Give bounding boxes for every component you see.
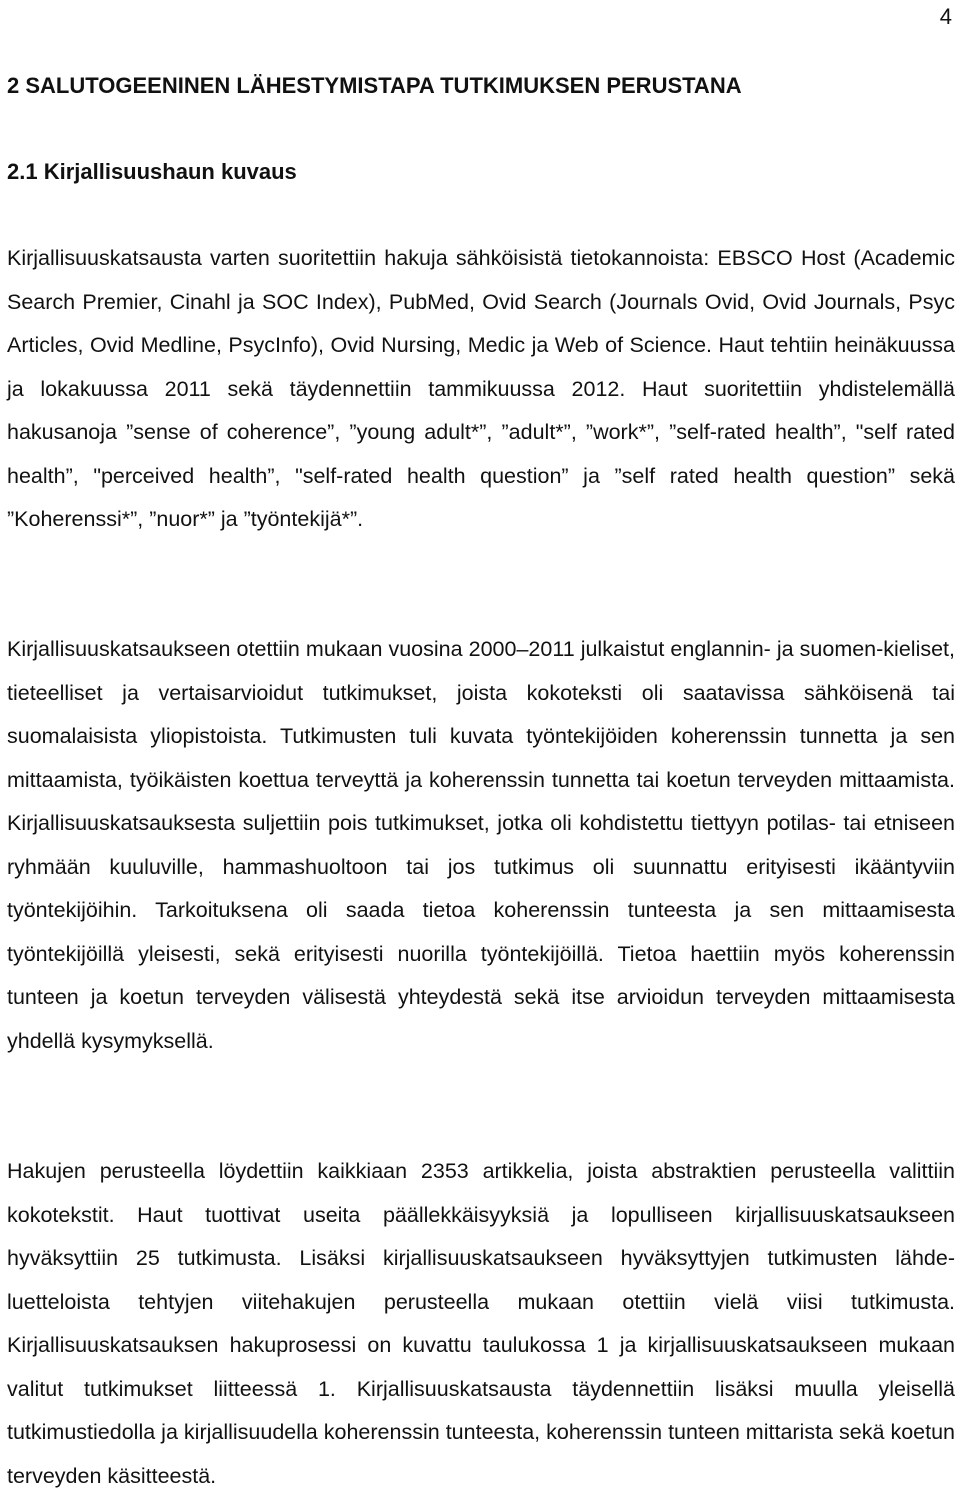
paragraph-search-databases: Kirjallisuuskatsausta varten suoritettiin hakuja sähköisistä tietokannoista: EBSCO Host (Academic Search Premier, Cinahl ja SOC Index), PubMed, Ovid Search (Journals Ovid, Ovid Journals, Psyc Articles, Ovid Medline, PsycInfo), Ovid Nursing, Medic ja Web of Science. Haut tehtiin heinäkuussa ja lokakuussa 2011 sekä täydennettiin tammikuussa 2012. Haut suoritettiin yhdistelemällä hakusanoja ”sense of coherence”, ”young adult*”, ”adult*”, ”work*”, ”self-rated health”, "self rated health”, "perceived health”, "self-rated health question” ja ”self rated health question” sekä ”Koherenssi*”, ”nuor*” ja ”työntekijä*”. bbox=[7, 246, 955, 531]
chapter-title: 2 SALUTOGEENINEN LÄHESTYMISTAPA TUTKIMUKSEN PERUSTANA bbox=[7, 73, 742, 98]
paragraph-inclusion-criteria: Kirjallisuuskatsaukseen otettiin mukaan vuosina 2000–2011 julkaistut englannin- ja suomen-kieliset, tieteelliset ja vertaisarvioidut tutkimukset, joista kokoteksti oli saatavissa sähköisenä tai suomalaisista yliopistoista. Tutkimusten tuli kuvata työntekijöiden koherenssin tunnetta ja sen mittaamista, työikäisten koettua terveyttä ja koherenssin tunnetta tai koetun terveyden mittaamista. Kirjallisuuskatsauksesta suljettiin pois tutkimukset, jotka oli kohdistettu tiettyyn potilas- tai etniseen ryhmään kuuluville, hammashuoltoon tai jos tutkimus oli suunnattu erityisesti ikääntyviin työntekijöihin. Tarkoituksena oli saada tietoa koherenssin tunteesta ja sen mittaamisesta työntekijöillä yleisesti, sekä erityisesti nuorilla työntekijöillä. Tietoa haettiin myös koherenssin tunteen ja koetun terveyden välisestä yhteydestä sekä itse arvioidun terveyden mittaamisesta yhdellä kysymyksellä. bbox=[7, 637, 955, 1053]
paragraph-search-results: Hakujen perusteella löydettiin kaikkiaan 2353 artikkelia, joista abstraktien perusteella valittiin kokotekstit. Haut tuottivat useita päällekkäisyyksiä ja lopulliseen kirjallisuuskatsaukseen hyväksyttiin 25 tutkimusta. Lisäksi kirjallisuuskatsaukseen hyväksyttyjen tutkimusten lähde-luetteloista tehtyjen viitehakujen perusteella mukaan otettiin vielä viisi tutkimusta. Kirjallisuuskatsauksen hakuprosessi on kuvattu taulukossa 1 ja kirjallisuuskatsaukseen mukaan valitut tutkimukset liitteessä 1. Kirjallisuuskatsausta täydennettiin lisäksi muulla yleisellä tutkimustiedolla ja kirjallisuudella koherenssin tunteesta, koherenssin tunteen mittarista sekä koetun terveyden käsitteestä. bbox=[7, 1159, 955, 1488]
page-number: 4 bbox=[939, 4, 952, 29]
section-title: 2.1 Kirjallisuushaun kuvaus bbox=[7, 159, 297, 184]
